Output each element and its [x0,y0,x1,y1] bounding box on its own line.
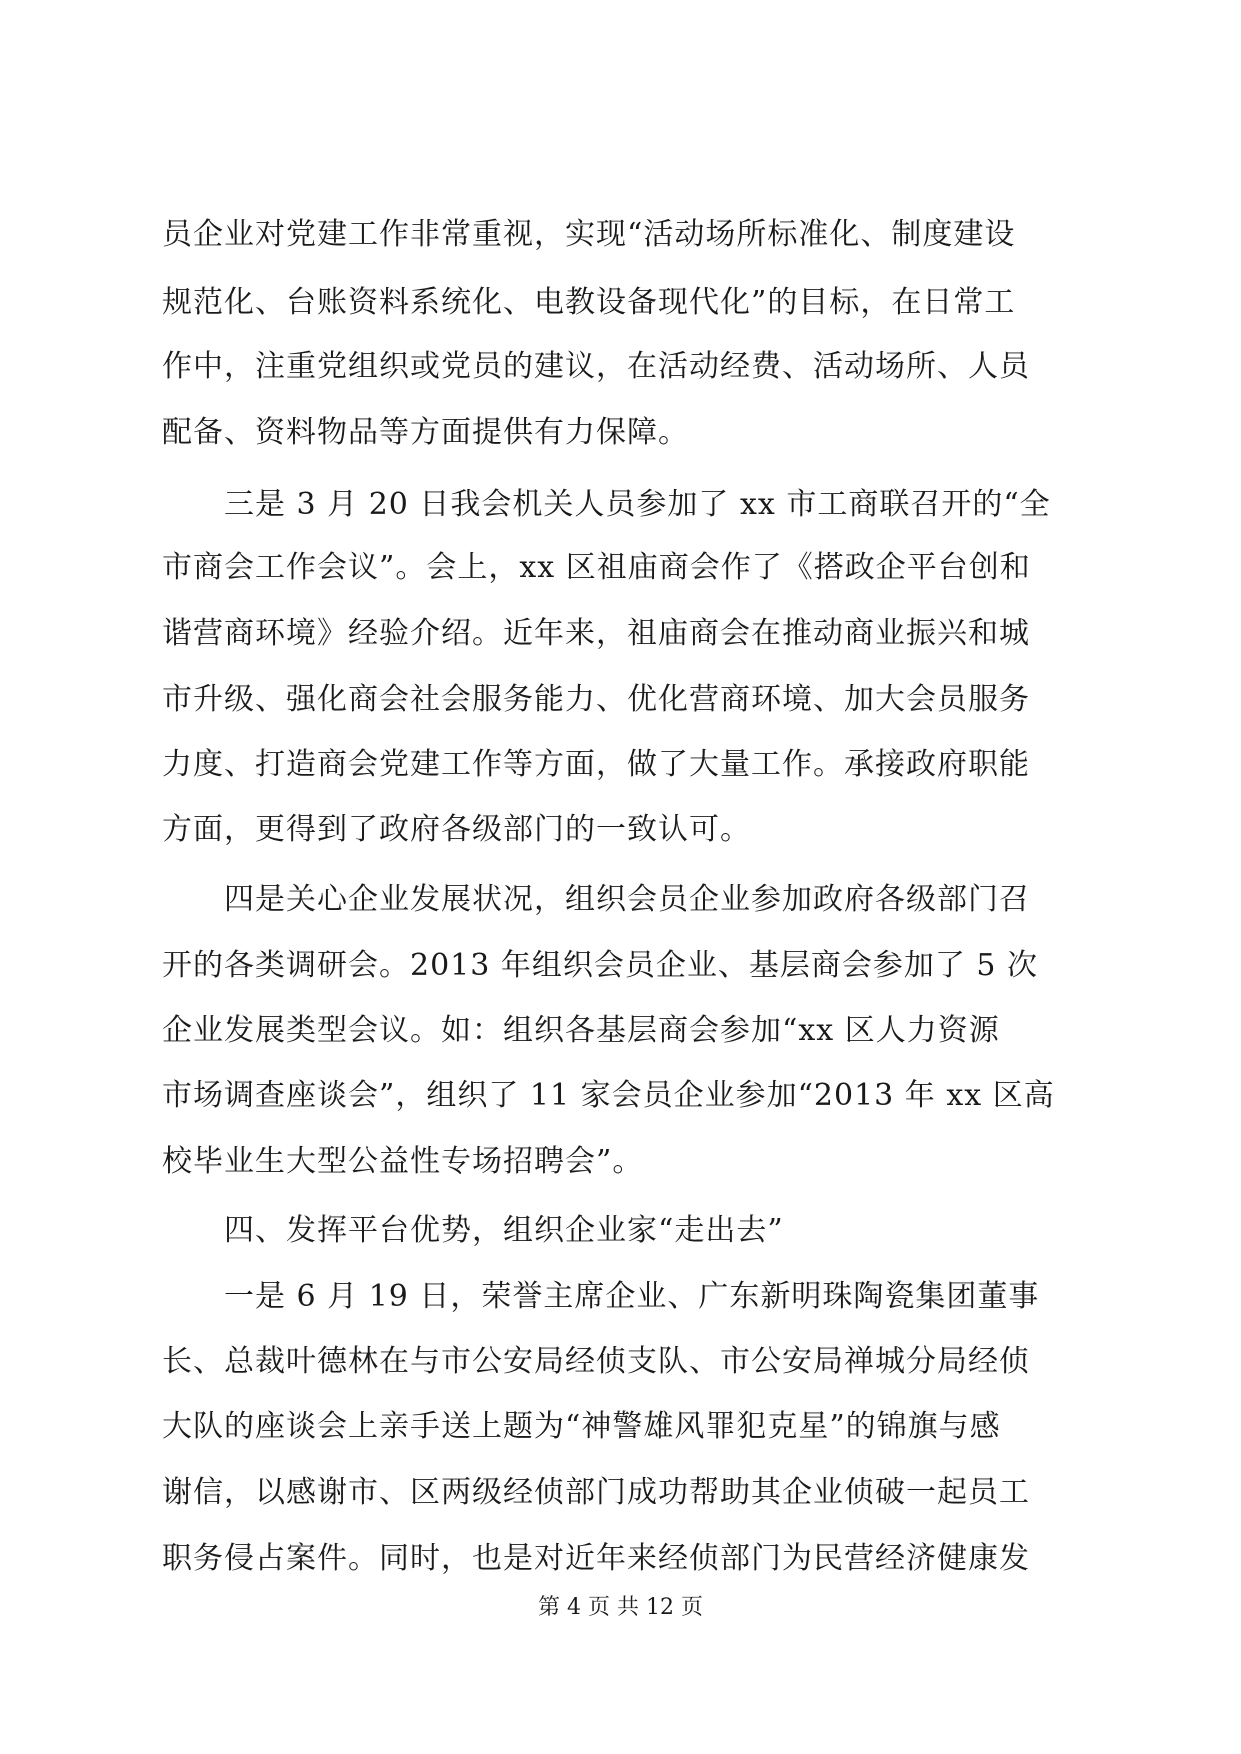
paragraph-line: 市商会工作会议”。会上，xx 区祖庙商会作了《搭政企平台创和 [162,550,1031,585]
paragraph-line: 谐营商环境》经验介绍。近年来，祖庙商会在推动商业振兴和城 [162,616,1030,651]
paragraph-line: 规范化、台账资料系统化、电教设备现代化”的目标，在日常工 [162,285,1016,320]
paragraph-line: 配备、资料物品等方面提供有力保障。 [162,415,689,450]
paragraph-line: 企业发展类型会议。如：组织各基层商会参加“xx 区人力资源 [162,1013,1000,1048]
paragraph-line: 一是 6 月 19 日，荣誉主席企业、广东新明珠陶瓷集团董事 [224,1279,1040,1314]
paragraph-line: 员企业对党建工作非常重视，实现“活动场所标准化、制度建设 [162,217,1016,252]
paragraph-line: 力度、打造商会党建工作等方面，做了大量工作。承接政府职能 [162,747,1030,782]
paragraph-line: 三是 3 月 20 日我会机关人员参加了 xx 市工商联召开的“全 [224,487,1051,522]
paragraph-line: 方面，更得到了政府各级部门的一致认可。 [162,812,751,847]
paragraph-line: 市场调查座谈会”，组织了 11 家会员企业参加“2013 年 xx 区高 [162,1078,1055,1113]
paragraph-line: 职务侵占案件。同时，也是对近年来经侦部门为民营经济健康发 [162,1541,1030,1576]
paragraph-line: 作中，注重党组织或党员的建议，在活动经费、活动场所、人员 [162,349,1030,384]
paragraph-line: 四是关心企业发展状况，组织会员企业参加政府各级部门召 [224,882,1030,917]
paragraph-line: 市升级、强化商会社会服务能力、优化营商环境、加大会员服务 [162,682,1030,717]
paragraph-line: 长、总裁叶德林在与市公安局经侦支队、市公安局禅城分局经侦 [162,1344,1030,1379]
paragraph-line: 开的各类调研会。2013 年组织会员企业、基层商会参加了 5 次 [162,948,1039,983]
paragraph-line: 大队的座谈会上亲手送上题为“神警雄风罪犯克星”的锦旗与感 [162,1409,1001,1444]
paragraph-line: 校毕业生大型公益性专场招聘会”。 [162,1144,644,1179]
section-heading: 四、发挥平台优势，组织企业家“走出去” [224,1213,784,1248]
paragraph-line: 谢信，以感谢市、区两级经侦部门成功帮助其企业侦破一起员工 [162,1475,1030,1510]
page-number-footer: 第 4 页 共 12 页 [538,1595,703,1620]
